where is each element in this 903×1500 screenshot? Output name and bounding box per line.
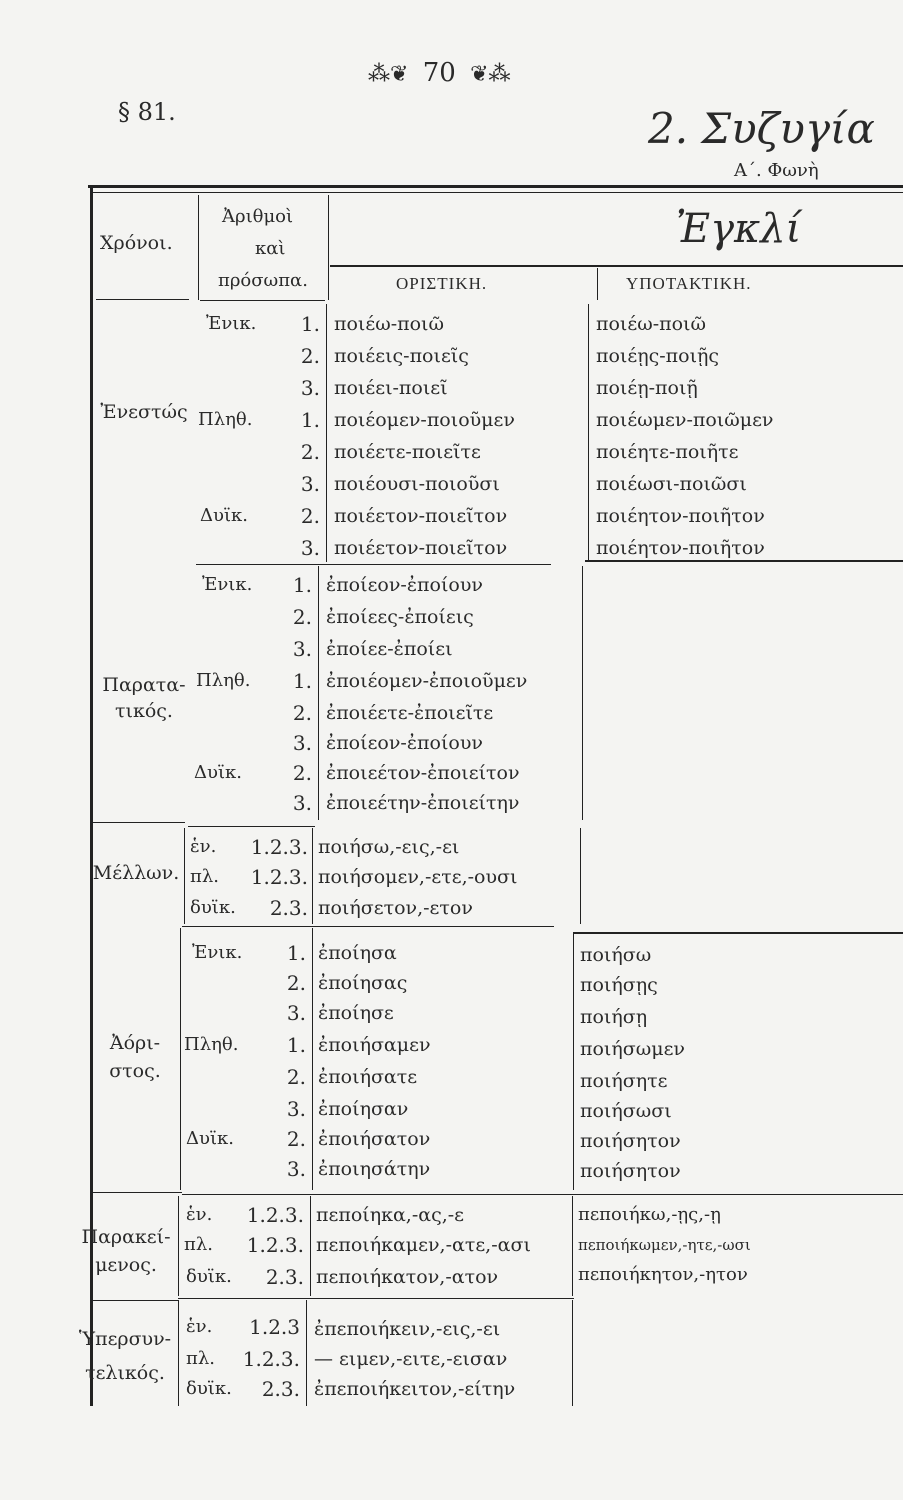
pluperfect-indicative-form: ἐπεποιήκειτον,-είτην bbox=[314, 1378, 516, 1400]
present-person: 1. bbox=[300, 408, 320, 432]
imperfect-indicative-form: ἐποιεέτον-ἐποιείτον bbox=[326, 762, 520, 784]
aorist-subjunctive-form: ποιήσῃ bbox=[580, 1006, 648, 1028]
future-indicative-form: ποιήσω,-εις,-ει bbox=[318, 836, 460, 858]
perfect-tense-label-2: μενος. bbox=[95, 1254, 157, 1276]
pluperfect-person: 2.3. bbox=[261, 1377, 300, 1401]
perfect-group: ἑν. bbox=[186, 1204, 213, 1225]
aorist-indicative-form: ἐποιήσαμεν bbox=[318, 1034, 431, 1056]
perfect-top-rule-2 bbox=[182, 1194, 903, 1195]
aorist-person: 3. bbox=[286, 1157, 306, 1181]
aorist-group-pl: Πληθ. bbox=[184, 1034, 239, 1055]
header-divider-1 bbox=[198, 195, 199, 300]
perfect-person: 1.2.3. bbox=[246, 1203, 304, 1227]
aorist-person: 2. bbox=[286, 1065, 306, 1089]
imperfect-person: 1. bbox=[292, 573, 312, 597]
present-group-sg: Ἐνικ. bbox=[206, 313, 257, 334]
perfect-indicative-form: πεποιήκατον,-ατον bbox=[316, 1266, 499, 1288]
future-person: 1.2.3. bbox=[250, 865, 308, 889]
aorist-subjunctive-form: ποιήσητον bbox=[580, 1160, 681, 1182]
imperfect-subj-divider bbox=[582, 566, 583, 820]
ornament-right-icon: ❦⁂ bbox=[470, 62, 511, 87]
imperfect-person: 2. bbox=[292, 701, 312, 725]
pluperfect-group: ἑν. bbox=[186, 1316, 213, 1337]
aorist-indicative-form: ἐποίησας bbox=[318, 972, 408, 994]
pluperfect-group: πλ. bbox=[186, 1348, 215, 1369]
aorist-subjunctive-form: ποιήσητε bbox=[580, 1070, 668, 1092]
imperfect-indicative-form: ἐποίεον-ἐποίουν bbox=[326, 732, 483, 754]
imperfect-top-rule-2 bbox=[585, 560, 903, 562]
aorist-tense-label-2: στος. bbox=[109, 1060, 161, 1082]
present-subj-divider bbox=[588, 304, 589, 562]
imperfect-group-pl: Πληθ. bbox=[196, 670, 251, 691]
imperfect-num-divider bbox=[318, 566, 319, 820]
perfect-subjunctive-form: πεποιήκητον,-ητον bbox=[578, 1264, 748, 1285]
future-tense-label: Μέλλων. bbox=[92, 862, 180, 884]
col-number-header-2: καὶ bbox=[255, 238, 286, 259]
aorist-person: 3. bbox=[286, 1097, 306, 1121]
imperfect-indicative-form: ἐποίεες-ἐποίεις bbox=[326, 606, 474, 628]
present-subjunctive-form: ποιέωσι-ποιῶσι bbox=[596, 473, 747, 495]
imperfect-indicative-form: ἐποιέομεν-ἐποιοῦμεν bbox=[326, 670, 528, 692]
page-header bbox=[368, 58, 511, 88]
imperfect-indicative-form: ἐποιεέτην-ἐποιείτην bbox=[326, 792, 520, 814]
aorist-subj-divider bbox=[573, 934, 574, 1190]
aorist-subjunctive-form: ποιήσωμεν bbox=[580, 1038, 685, 1060]
present-indicative-form: ποιέει-ποιεῖ bbox=[334, 377, 448, 399]
future-person: 1.2.3. bbox=[250, 835, 308, 859]
present-subjunctive-form: ποιέωμεν-ποιῶμεν bbox=[596, 409, 774, 431]
present-person: 3. bbox=[300, 376, 320, 400]
pluperfect-indicative-form: — ειμεν,-ειτε,-εισαν bbox=[314, 1348, 508, 1370]
section-number: § 81. bbox=[118, 98, 176, 126]
present-person: 3. bbox=[300, 536, 320, 560]
voice-label: Α΄. Φωνὴ bbox=[734, 160, 819, 181]
perfect-person: 1.2.3. bbox=[246, 1233, 304, 1257]
imperfect-person: 3. bbox=[292, 637, 312, 661]
col-number-header-3: πρόσωπα. bbox=[218, 270, 308, 291]
aorist-person: 3. bbox=[286, 1001, 306, 1025]
aorist-indicative-form: ἐποίησα bbox=[318, 942, 397, 964]
present-tense-label: Ἐνεστώς bbox=[100, 401, 188, 423]
perfect-tense-label-1: Παρακεί- bbox=[81, 1226, 171, 1248]
imperfect-person: 3. bbox=[292, 731, 312, 755]
aorist-num-divider bbox=[312, 928, 313, 1190]
imperfect-tense-label-2: τικός. bbox=[115, 700, 173, 722]
perfect-num-divider bbox=[310, 1196, 311, 1296]
present-num-divider bbox=[326, 304, 327, 562]
table-top-rule-inner bbox=[92, 192, 903, 193]
aorist-indicative-form: ἐποιησάτην bbox=[318, 1158, 431, 1180]
aorist-subjunctive-form: ποιήσῃς bbox=[580, 974, 658, 996]
perfect-indicative-form: πεποίηκα,-ας,-ε bbox=[316, 1204, 465, 1226]
aorist-person: 2. bbox=[286, 971, 306, 995]
page-title: 2. Συζυγία bbox=[648, 104, 875, 153]
present-group-pl: Πληθ. bbox=[198, 409, 253, 430]
present-subjunctive-form: ποιέητε-ποιῆτε bbox=[596, 441, 739, 463]
present-subjunctive-form: ποιέω-ποιῶ bbox=[596, 313, 707, 335]
perfect-group: δυϊκ. bbox=[186, 1266, 232, 1287]
perfect-subjunctive-form: πεποιήκωμεν,-ητε,-ωσι bbox=[578, 1236, 751, 1254]
ornament-left-icon: ⁂❦ bbox=[368, 62, 409, 87]
present-subjunctive-form: ποιέῃς-ποιῇς bbox=[596, 345, 720, 367]
aorist-top-rule bbox=[182, 926, 554, 927]
present-person: 2. bbox=[300, 440, 320, 464]
mood-divider bbox=[597, 268, 598, 300]
present-indicative-form: ποιέουσι-ποιοῦσι bbox=[334, 473, 500, 495]
future-num-divider bbox=[312, 828, 313, 924]
future-group: δυϊκ. bbox=[190, 897, 236, 918]
pluperfect-person: 1.2.3 bbox=[249, 1315, 300, 1339]
aorist-person: 2. bbox=[286, 1127, 306, 1151]
col-number-header-1: Ἀριθμοὶ bbox=[222, 206, 294, 227]
aorist-indicative-form: ἐποίησαν bbox=[318, 1098, 409, 1120]
pluperfect-subj-divider bbox=[572, 1300, 573, 1406]
aorist-subjunctive-form: ποιήσωσι bbox=[580, 1100, 672, 1122]
aorist-subjunctive-form: ποιήσω bbox=[580, 944, 652, 966]
aorist-group-divider bbox=[180, 928, 181, 1190]
present-subjunctive-form: ποιέητον-ποιῆτον bbox=[596, 537, 765, 559]
present-indicative-form: ποιέετε-ποιεῖτε bbox=[334, 441, 481, 463]
perfect-person: 2.3. bbox=[265, 1265, 304, 1289]
perfect-group-divider bbox=[178, 1196, 179, 1296]
mood-subjunctive-header: ΥΠΟΤΑΚΤΙΚΗ. bbox=[626, 274, 752, 293]
present-subjunctive-form: ποιέητον-ποιῆτον bbox=[596, 505, 765, 527]
imperfect-person: 2. bbox=[292, 761, 312, 785]
present-subjunctive-form: ποιέῃ-ποιῇ bbox=[596, 377, 698, 399]
imperfect-indicative-form: ἐποίεον-ἐποίουν bbox=[326, 574, 483, 596]
pluperfect-num-divider bbox=[306, 1300, 307, 1406]
future-group: πλ. bbox=[190, 866, 219, 887]
present-indicative-form: ποιέομεν-ποιοῦμεν bbox=[334, 409, 515, 431]
mood-indicative-header: ΟΡΙΣΤΙΚΗ. bbox=[396, 274, 488, 293]
future-subj-divider bbox=[580, 828, 581, 924]
present-top-rule bbox=[96, 299, 189, 300]
imperfect-top-rule bbox=[196, 564, 551, 565]
imperfect-tense-label-1: Παρατα- bbox=[102, 674, 186, 696]
col-tense-header: Χρόνοι. bbox=[100, 232, 173, 254]
aorist-group-du: Δυϊκ. bbox=[186, 1128, 234, 1149]
present-group-du: Δυϊκ. bbox=[200, 505, 248, 526]
table-left-border bbox=[90, 186, 93, 1406]
future-top-rule-2 bbox=[188, 826, 315, 827]
aorist-tense-label-1: Ἀόρι- bbox=[109, 1032, 161, 1054]
imperfect-indicative-form: ἐποίεε-ἐποίει bbox=[326, 638, 453, 660]
pluperfect-person: 1.2.3. bbox=[242, 1347, 300, 1371]
pluperfect-tense-label-2: τελικός. bbox=[85, 1362, 165, 1384]
aorist-top-rule-2 bbox=[573, 932, 903, 934]
perfect-subj-divider bbox=[572, 1196, 573, 1296]
imperfect-person: 2. bbox=[292, 605, 312, 629]
future-group: ἑν. bbox=[190, 836, 217, 857]
perfect-top-rule bbox=[90, 1192, 182, 1193]
future-top-rule bbox=[90, 822, 185, 823]
imperfect-group-du: Δυϊκ. bbox=[194, 762, 242, 783]
imperfect-person: 3. bbox=[292, 791, 312, 815]
present-person: 1. bbox=[300, 312, 320, 336]
future-group-divider bbox=[184, 828, 185, 924]
aorist-person: 1. bbox=[286, 1033, 306, 1057]
perfect-subjunctive-form: πεποιήκω,-ῃς,-ῃ bbox=[578, 1204, 721, 1225]
future-person: 2.3. bbox=[269, 896, 308, 920]
aorist-indicative-form: ἐποιήσατον bbox=[318, 1128, 431, 1150]
page-number: 70 bbox=[422, 58, 456, 88]
pluperfect-group: δυϊκ. bbox=[186, 1378, 232, 1399]
perfect-group: πλ. bbox=[184, 1234, 213, 1255]
present-person: 3. bbox=[300, 472, 320, 496]
present-indicative-form: ποιέεις-ποιεῖς bbox=[334, 345, 469, 367]
pluperfect-tense-label-1: Ὑπερσυν- bbox=[78, 1328, 172, 1350]
pluperfect-top-rule-2 bbox=[178, 1298, 574, 1299]
imperfect-person: 1. bbox=[292, 669, 312, 693]
present-top-rule-2 bbox=[200, 300, 325, 301]
mood-group-header: Ἐγκλί bbox=[676, 206, 802, 252]
present-indicative-form: ποιέω-ποιῶ bbox=[334, 313, 445, 335]
aorist-indicative-form: ἐποιήσατε bbox=[318, 1066, 418, 1088]
imperfect-indicative-form: ἐποιέετε-ἐποιεῖτε bbox=[326, 702, 494, 724]
aorist-group-sg: Ἐνικ. bbox=[192, 942, 243, 963]
header-divider-2 bbox=[328, 195, 329, 300]
aorist-person: 1. bbox=[286, 941, 306, 965]
future-indicative-form: ποιήσετον,-ετον bbox=[318, 897, 473, 919]
pluperfect-indicative-form: ἐπεποιήκειν,-εις,-ει bbox=[314, 1318, 501, 1340]
pluperfect-top-rule bbox=[90, 1300, 178, 1301]
future-indicative-form: ποιήσομεν,-ετε,-ουσι bbox=[318, 866, 518, 888]
mood-rule bbox=[330, 265, 903, 267]
present-person: 2. bbox=[300, 504, 320, 528]
aorist-subjunctive-form: ποιήσητον bbox=[580, 1130, 681, 1152]
perfect-indicative-form: πεποιήκαμεν,-ατε,-ασι bbox=[316, 1234, 531, 1256]
aorist-indicative-form: ἐποίησε bbox=[318, 1002, 394, 1024]
present-person: 2. bbox=[300, 344, 320, 368]
table-top-rule bbox=[88, 185, 903, 188]
present-indicative-form: ποιέετον-ποιεῖτον bbox=[334, 505, 508, 527]
imperfect-group-sg: Ἐνικ. bbox=[202, 574, 253, 595]
pluperfect-group-divider bbox=[178, 1300, 179, 1406]
present-indicative-form: ποιέετον-ποιεῖτον bbox=[334, 537, 508, 559]
